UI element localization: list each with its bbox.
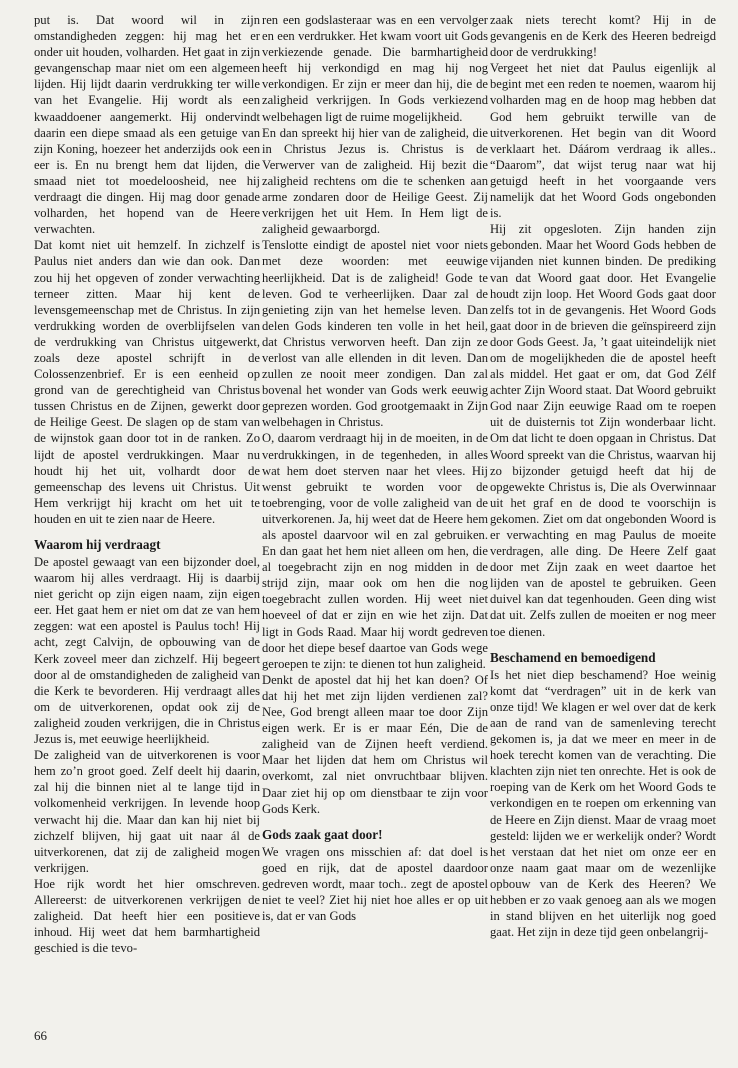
paragraph: ren een godslasteraar was en een vervolger en een verdrukker. Het kwam voort uit Gods verkiezende genade. Die barmhartigheid heeft hij verkondigd en mag hij nog verkondigen. Er zijn er meer dan hij, die de zaligheid verkrijgen. In Gods verkiezend welbehagen ligt de ruime mogelijkheid. — [262, 13, 488, 124]
page-number: 66 — [34, 1028, 47, 1043]
text-column-2 — [262, 12, 488, 924]
text-column-3 — [490, 12, 716, 940]
section-heading: Gods zaak gaat door! — [262, 826, 383, 842]
section-heading: Waarom hij verdraagt — [34, 537, 161, 552]
paragraph: Is het niet diep beschamend? Hoe weinig komt dat “verdragen” uit in de kerk van onze tijd! We klagen er wel over dat de kerk aan de rand van de samenleving terecht gekomen is, ja dat we meer en meer in de hoek terecht komen van de verachting. Die klachten zijn niet ten onrechte. Het is ook de roeping van de Kerk om het Woord Gods te verkondigen en te roepen om erkenning van de Heere en Zijn dienst. Maar de vraag moet gesteld: lijden we er werkelijk onder? Wordt het verstaan dat het niet om onze eer en onze naam gaat maar om de wezenlijke opbouw van de Kerk des Heeren? We hebben er zo vaak genoeg aan als we mogen in stand blijven en het uiterlijk nog goed gaat. Het zijn in deze tijd geen onbelangrij- — [490, 667, 716, 940]
paragraph: Denkt de apostel dat hij het kan doen? Of dat hij het met zijn lijden verdienen zal? Nee, God brengt alleen maar toe door Zijn eigen werk. Er is er maar Eén, Die de zaligheid van de Zijnen heeft verdiend. Maar het lijden dat hem om Christus wil overkomt, zal niet onvruchtbaar blijven. Daar ziet hij op om dienstbaar te zijn voor Gods Kerk. — [262, 672, 488, 816]
paragraph: O, daarom verdraagt hij in de moeiten, in de verdrukkingen, in de tegenheden, in alles wat hem doet sterven naar het vlees. Hij wenst gebruikt te worden voor de toebrenging, voor de volle zaligheid van de uitverkorenen. Ja, hij weet dat de Heere hem als apostel daarvoor wil en zal gebruiken. En dan gaat het hem niet alleen om hen, die al toegebracht zijn en nog midden in de strijd zijn, maar ook om hen die nog toegebracht zullen worden. Hij weet niet hoeveel of dat er zijn en wie het zijn. Dat ligt in Gods Raad. Maar hij wordt gedreven door het diepe besef daartoe van Gods wege geroepen te zijn: te dienen tot hun zaligheid. — [262, 431, 488, 671]
paragraph: De apostel gewaagt van een bijzonder doel, waarom hij alles verdraagt. Hij is daarbij niet gericht op zijn eigen naam, zijn eigen eer. Het gaat hem er niet om dat ze van hem zeggen: wat een apostel is Paulus toch! Hij acht, zegt Calvijn, de opbouwing van de Kerk zoveel meer dan zichzelf. Hij begeert door al de omstandigheden de zaligheid van die Kerk te bevorderen. Hij verdraagt alles om de uitverkorenen, opdat ook zij de zaligheid zouden verkrijgen, die in Christus Jezus is, met eeuwige heerlijkheid. — [34, 555, 260, 747]
text-column-1 — [34, 12, 260, 956]
section-heading: Beschamend en bemoedigend — [490, 649, 656, 665]
paragraph: Hoe rijk wordt het hier omschreven. Allereerst: de uitverkorenen verkrijgen de zaligheid. Dat heeft hier een positieve inhoud. Hij weet dat hem barmhartigheid geschied is die tevo- — [34, 876, 260, 956]
paragraph: put is. Dat woord wil in zijn omstandigheden zeggen: hij mag het er onder uit houden, volharden. Het gaat in zijn gevangenschap maar niet om een algemeen lijden. Hij lijdt daarin verdrukking ter wille van het Evangelie. Hij wordt als een kwaaddoener aangemerkt. Hij ondervindt daarin een diepe smaad als een getuige van zijn Koning, hoezeer het anderzijds ook een eer is. En nu brengt hem dat lijden, die smaad niet tot moedeloosheid, nee hij verdraagt die dingen. Hij mag door genade volharden, het hopend van de Heere verwachten. — [34, 13, 260, 237]
paragraph: En dan spreekt hij hier van de zaligheid, die in Christus Jezus is. Christus is de Verwerver van de zaligheid. Hij bezit die zaligheid rechtens om die te schenken aan arme zondaren door de Heilige Geest. Zij verkrijgen het uit Hem. In Hem ligt de zaligheid gewaarborgd. — [262, 125, 488, 237]
paragraph: Vergeet het niet dat Paulus eigenlijk al begint met een reden te noemen, waarom hij volharden mag en de hoop mag hebben dat God hem gebruikt terwille van de uitverkorenen. Het begin van dit Woord verklaart het. Dáárom verdraag ik alles.. “Daarom”, dat wijst terug naar wat hij getuigd heeft in het voorgaande vers namelijk dat het Woord Gods ongebonden is. — [490, 61, 716, 221]
paragraph: De zaligheid van de uitverkorenen is voor hem zo’n groot goed. Zelf deelt hij daarin, zal hij die binnen niet al te lange tijd in volkomenheid verkrijgen. In levende hoop verwacht hij die. Maar dan kan hij niet bij zichzelf blijven, hij gaat uit naar ál de uitverkorenen, dat zij de zaligheid mogen verkrijgen. — [34, 748, 260, 875]
paragraph: Dat komt niet uit hemzelf. In zichzelf is Paulus niet anders dan wie dan ook. Dan zou hij het opgeven of zonder verwachting terneer zitten. Maar hij kent de levensgemeenschap met de Christus. In zijn verdrukking worden de overblijfselen van de verdrukking van Christus uitgewerkt, zoals deze apostel schrijft in de Colossenzenbrief. Er is een eenheid op grond van de gerechtigheid van Christus tussen Christus en de Zijnen, gewerkt door de Heilige Geest. De slagen op de stam van de wijnstok gaan door tot in de ranken. Zo lijdt de apostel verdrukkingen. Maar nu houdt hij het uit, volhardt door de gemeenschap des levens uit Christus. Uit Hem verkrijgt hij kracht om het uit te houden en uit te zien naar de Heere. — [34, 238, 260, 526]
paragraph: We vragen ons misschien af: dat doel is goed en rijk, dat de apostel daardoor gedreven wordt, maar toch.. zegt de apostel niet te veel? Ziet hij niet hoe alles er op uit is, dat er van Gods — [262, 844, 488, 924]
paragraph: zaak niets terecht komt? Hij in de gevangenis en de Kerk des Heeren bedreigd door de verdrukking! — [490, 13, 716, 60]
paragraph: Tenslotte eindigt de apostel niet voor niets met deze woorden: met eeuwige heerlijkheid. Dat is de zaligheid! Gode te leven. God te verheerlijken. Daar zal de genieting zijn van het hemelse leven. Dan delen Gods kinderen ten volle in het heil, dat Christus verworven heeft. Dan zijn ze verlost van alle ellenden in dit leven. Dan zullen ze nooit meer zondigen. Dan zal bovenal het wonder van Gods werk eeuwig geprezen worden. God grootgemaakt in Zijn welbehagen in Christus. — [262, 238, 488, 430]
paragraph: Hij zit opgesloten. Zijn handen zijn gebonden. Maar het Woord Gods hebben de vijanden niet kunnen binden. De prediking van dat Woord gaat door. Het Evangelie houdt zijn loop. Het Woord Gods gaat door zelfs tot in de gevangenis. Het Woord Gods gaat door in de brieven die geïnspireerd zijn door Gods Geest. Ja, ’t gaat uiteindelijk niet om de mogelijkheden die de apostel heeft als middel. Het gaat er om, dat God Zélf achter Zijn Woord staat. Dat Woord gebruikt God naar Zijn eeuwige Raad om te roepen uit de duisternis tot Zijn wonderbaar licht. Om dat licht te doen opgaan in Christus. Dat Woord spreekt van die Christus, waarvan hij zo bijzonder getuigd heeft dat hij de opgewekte Christus is, Die als Overwinnaar uit het graf en de dood te voorschijn is gekomen. Ziet om dat ongebonden Woord is er verwachting en mag Paulus de moeite verdragen, alle ding. De Heere Zelf gaat door met Zijn zaak en weet daartoe het lijden van de apostel te gebruiken. Geen duivel kan dat tegenhouden. Geen ding wist dat uit. Zelfs zullen de moeiten er nog meer toe dienen. — [490, 222, 716, 639]
